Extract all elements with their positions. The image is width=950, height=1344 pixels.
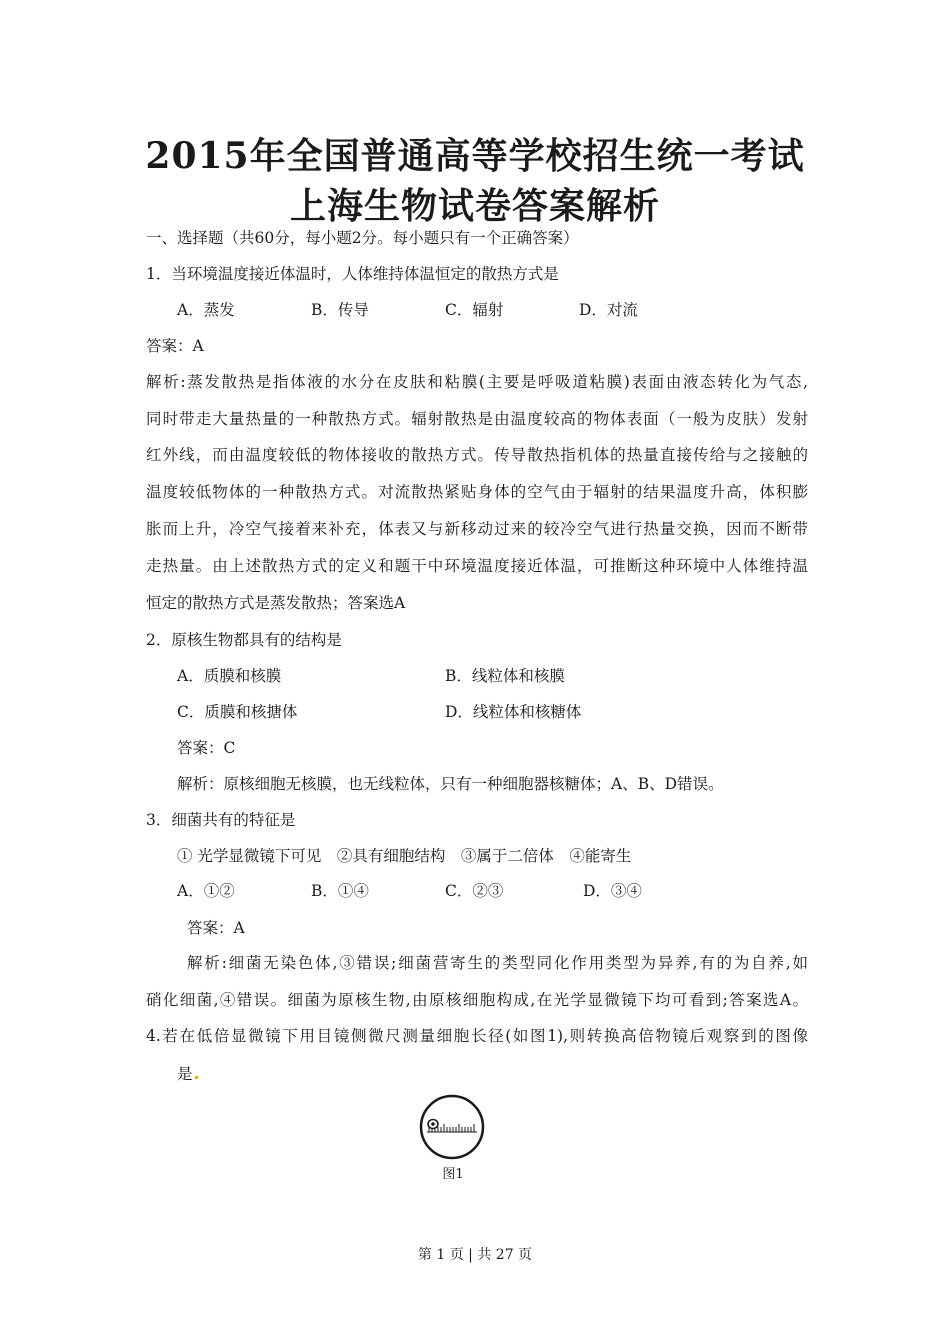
q2-explanation: 解析：原核细胞无核膜，也无线粒体，只有一种细胞器核糖体；A、B、D错误。 <box>177 775 724 793</box>
q1-explanation-line: 恒定的散热方式是蒸发散热；答案选A <box>146 594 406 612</box>
q1-explanation-line: 解析:蒸发散热是指体液的水分在皮肤和粘膜(主要是呼吸道粘膜)表面由液态转化为气态, <box>146 373 808 391</box>
title-line-1: 2015年全国普通高等学校招生统一考试 <box>145 135 805 177</box>
q3-option-d: D．③④ <box>583 882 642 900</box>
q4-stem-line-2 <box>177 1064 198 1084</box>
q3-explanation-line: 解析:细菌无染色体,③错误;细菌营寄生的类型同化作用类型为异养,有的为自养,如 <box>187 954 808 972</box>
figure-caption: 图1 <box>442 1167 464 1182</box>
microscope-field-figure <box>419 1094 485 1160</box>
q3-stem: 3．细菌共有的特征是 <box>146 811 296 829</box>
q3-features: ① 光学显微镜下可见 ②具有细胞结构 ③属于二倍体 ④能寄生 <box>177 847 632 865</box>
q2-option-a: A．质膜和核膜 <box>177 667 282 685</box>
q2-stem: 2．原核生物都具有的结构是 <box>146 631 342 649</box>
q1-option-d: D．对流 <box>579 301 638 319</box>
q1-explanation-line: 温度较低物体的一种散热方式。对流散热紧贴身体的空气由于辐射的结果温度升高，体积膨 <box>146 483 808 501</box>
q1-option-b: B．传导 <box>311 301 369 319</box>
q2-answer: 答案：C <box>177 739 236 757</box>
q4-stem-text: 是 <box>177 1065 193 1083</box>
q3-option-b: B．①④ <box>311 882 369 900</box>
q1-explanation-line: 红外线，而由温度较低的物体接收的散热方式。传导散热指机体的热量直接传给与之接触的 <box>146 446 808 464</box>
q3-explanation-line: 硝化细菌,④错误。细菌为原核生物,由原核细胞构成,在光学显微镜下均可看到;答案选A。 <box>146 991 808 1009</box>
q1-answer: 答案：A <box>146 337 204 355</box>
q1-option-c: C．辐射 <box>445 301 504 319</box>
title-line-2: 上海生物试卷答案解析 <box>289 185 660 227</box>
q2-option-c: C．质膜和核搪体 <box>177 703 298 721</box>
section-heading: 一、选择题（共60分，每小题2分。每小题只有一个正确答案） <box>146 229 579 247</box>
q4-stem-line-1: 4.若在低倍显微镜下用目镜侧微尺测量细胞长径(如图1),则转换高倍物镜后观察到的图像 <box>146 1027 808 1045</box>
q3-option-a: A．①② <box>177 882 235 900</box>
q1-explanation-line: 走热量。由上述散热方式的定义和题干中环境温度接近体温，可推断这种环境中人体维持温 <box>146 557 808 575</box>
highlight-dot-icon <box>195 1076 198 1079</box>
q2-option-d: D．线粒体和核糖体 <box>445 703 582 721</box>
q1-explanation-line: 胀而上升，冷空气接着来补充，体表又与新移动过来的较冷空气进行热量交换，因而不断带 <box>146 520 808 538</box>
q2-option-b: B．线粒体和核膜 <box>445 667 565 685</box>
q1-explanation-line: 同时带走大量热量的一种散热方式。辐射散热是由温度较高的物体表面（一般为皮肤）发射 <box>146 410 808 428</box>
q1-option-a: A．蒸发 <box>177 301 235 319</box>
q3-answer: 答案：A <box>187 919 245 937</box>
q1-stem: 1．当环境温度接近体温时，人体维持体温恒定的散热方式是 <box>146 265 559 283</box>
page-footer: 第 1 页 | 共 27 页 <box>417 1247 533 1263</box>
cell-nucleus <box>431 1122 435 1126</box>
q3-option-c: C．②③ <box>445 882 504 900</box>
